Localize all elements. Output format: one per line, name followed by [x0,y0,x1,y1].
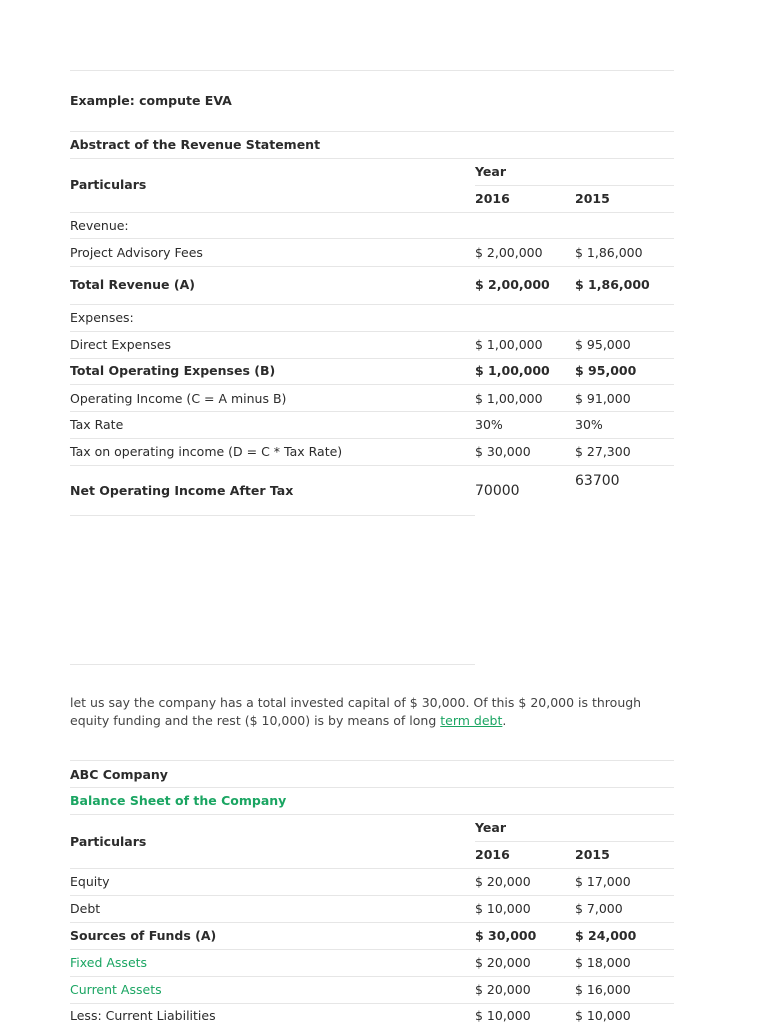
value-2015: $ 7,000 [575,901,623,916]
row-label: Operating Income (C = A minus B) [70,391,287,406]
value-2016: $ 20,000 [475,874,531,889]
invested-capital-paragraph: let us say the company has a total invested capital of $ 30,000. Of this $ 20,000 is through equity funding and the rest ($ 10,000) is by means of long term debt. [70,695,642,728]
year-2016-header: 2016 [475,191,510,206]
value-2016: $ 2,00,000 [475,277,550,292]
row-label: Equity [70,874,110,889]
nopat-2015: 63700 [575,473,620,489]
value-2016: $ 30,000 [475,444,531,459]
nopat-label: Net Operating Income After Tax [70,483,294,498]
current-assets-link[interactable]: Current Assets [70,982,162,997]
value-2015: $ 10,000 [575,1008,631,1023]
row-label: Tax on operating income (D = C * Tax Rate) [70,444,343,459]
value-2016: $ 1,00,000 [475,363,550,378]
row-label: Direct Expenses [70,337,171,352]
row-label: Less: Current Liabilities [70,1008,216,1023]
year-header: Year [475,820,506,835]
sources-of-funds-label: Sources of Funds (A) [70,928,217,943]
balance-sheet-title: Balance Sheet of the Company [70,793,287,808]
divider [70,664,475,665]
value-2016: $ 20,000 [475,955,531,970]
value-2015: 30% [575,417,603,432]
row-label: Debt [70,901,101,916]
revenue-table-title: Abstract of the Revenue Statement [70,137,321,152]
value-2016: $ 1,00,000 [475,391,543,406]
value-2016: $ 10,000 [475,901,531,916]
value-2015: $ 95,000 [575,337,631,352]
total-expenses-label: Total Operating Expenses (B) [70,363,276,378]
row-label: Project Advisory Fees [70,245,203,260]
example-title: Example: compute EVA [70,93,232,108]
value-2016: $ 20,000 [475,982,531,997]
value-2016: 30% [475,417,503,432]
row-label: Revenue: [70,218,129,233]
particulars-header: Particulars [70,177,147,192]
value-2015: $ 16,000 [575,982,631,997]
value-2015: $ 91,000 [575,391,631,406]
term-debt-link[interactable]: term debt [440,713,503,728]
divider [70,70,674,71]
year-header: Year [475,164,506,179]
value-2015: $ 18,000 [575,955,631,970]
value-2015: $ 1,86,000 [575,245,643,260]
year-2015-header: 2015 [575,191,610,206]
value-2016: $ 10,000 [475,1008,531,1023]
value-2016: $ 2,00,000 [475,245,543,260]
value-2016: $ 1,00,000 [475,337,543,352]
nopat-2016: 70000 [475,483,520,499]
value-2015: $ 1,86,000 [575,277,650,292]
fixed-assets-link[interactable]: Fixed Assets [70,955,148,970]
year-2016-header: 2016 [475,847,510,862]
year-2015-header: 2015 [575,847,610,862]
value-2015: $ 27,300 [575,444,631,459]
value-2015: $ 24,000 [575,928,637,943]
value-2016: $ 30,000 [475,928,537,943]
company-name: ABC Company [70,767,168,782]
total-revenue-label: Total Revenue (A) [70,277,195,292]
row-label: Expenses: [70,310,134,325]
value-2015: $ 17,000 [575,874,631,889]
particulars-header: Particulars [70,834,147,849]
value-2015: $ 95,000 [575,363,637,378]
row-label: Tax Rate [70,417,124,432]
